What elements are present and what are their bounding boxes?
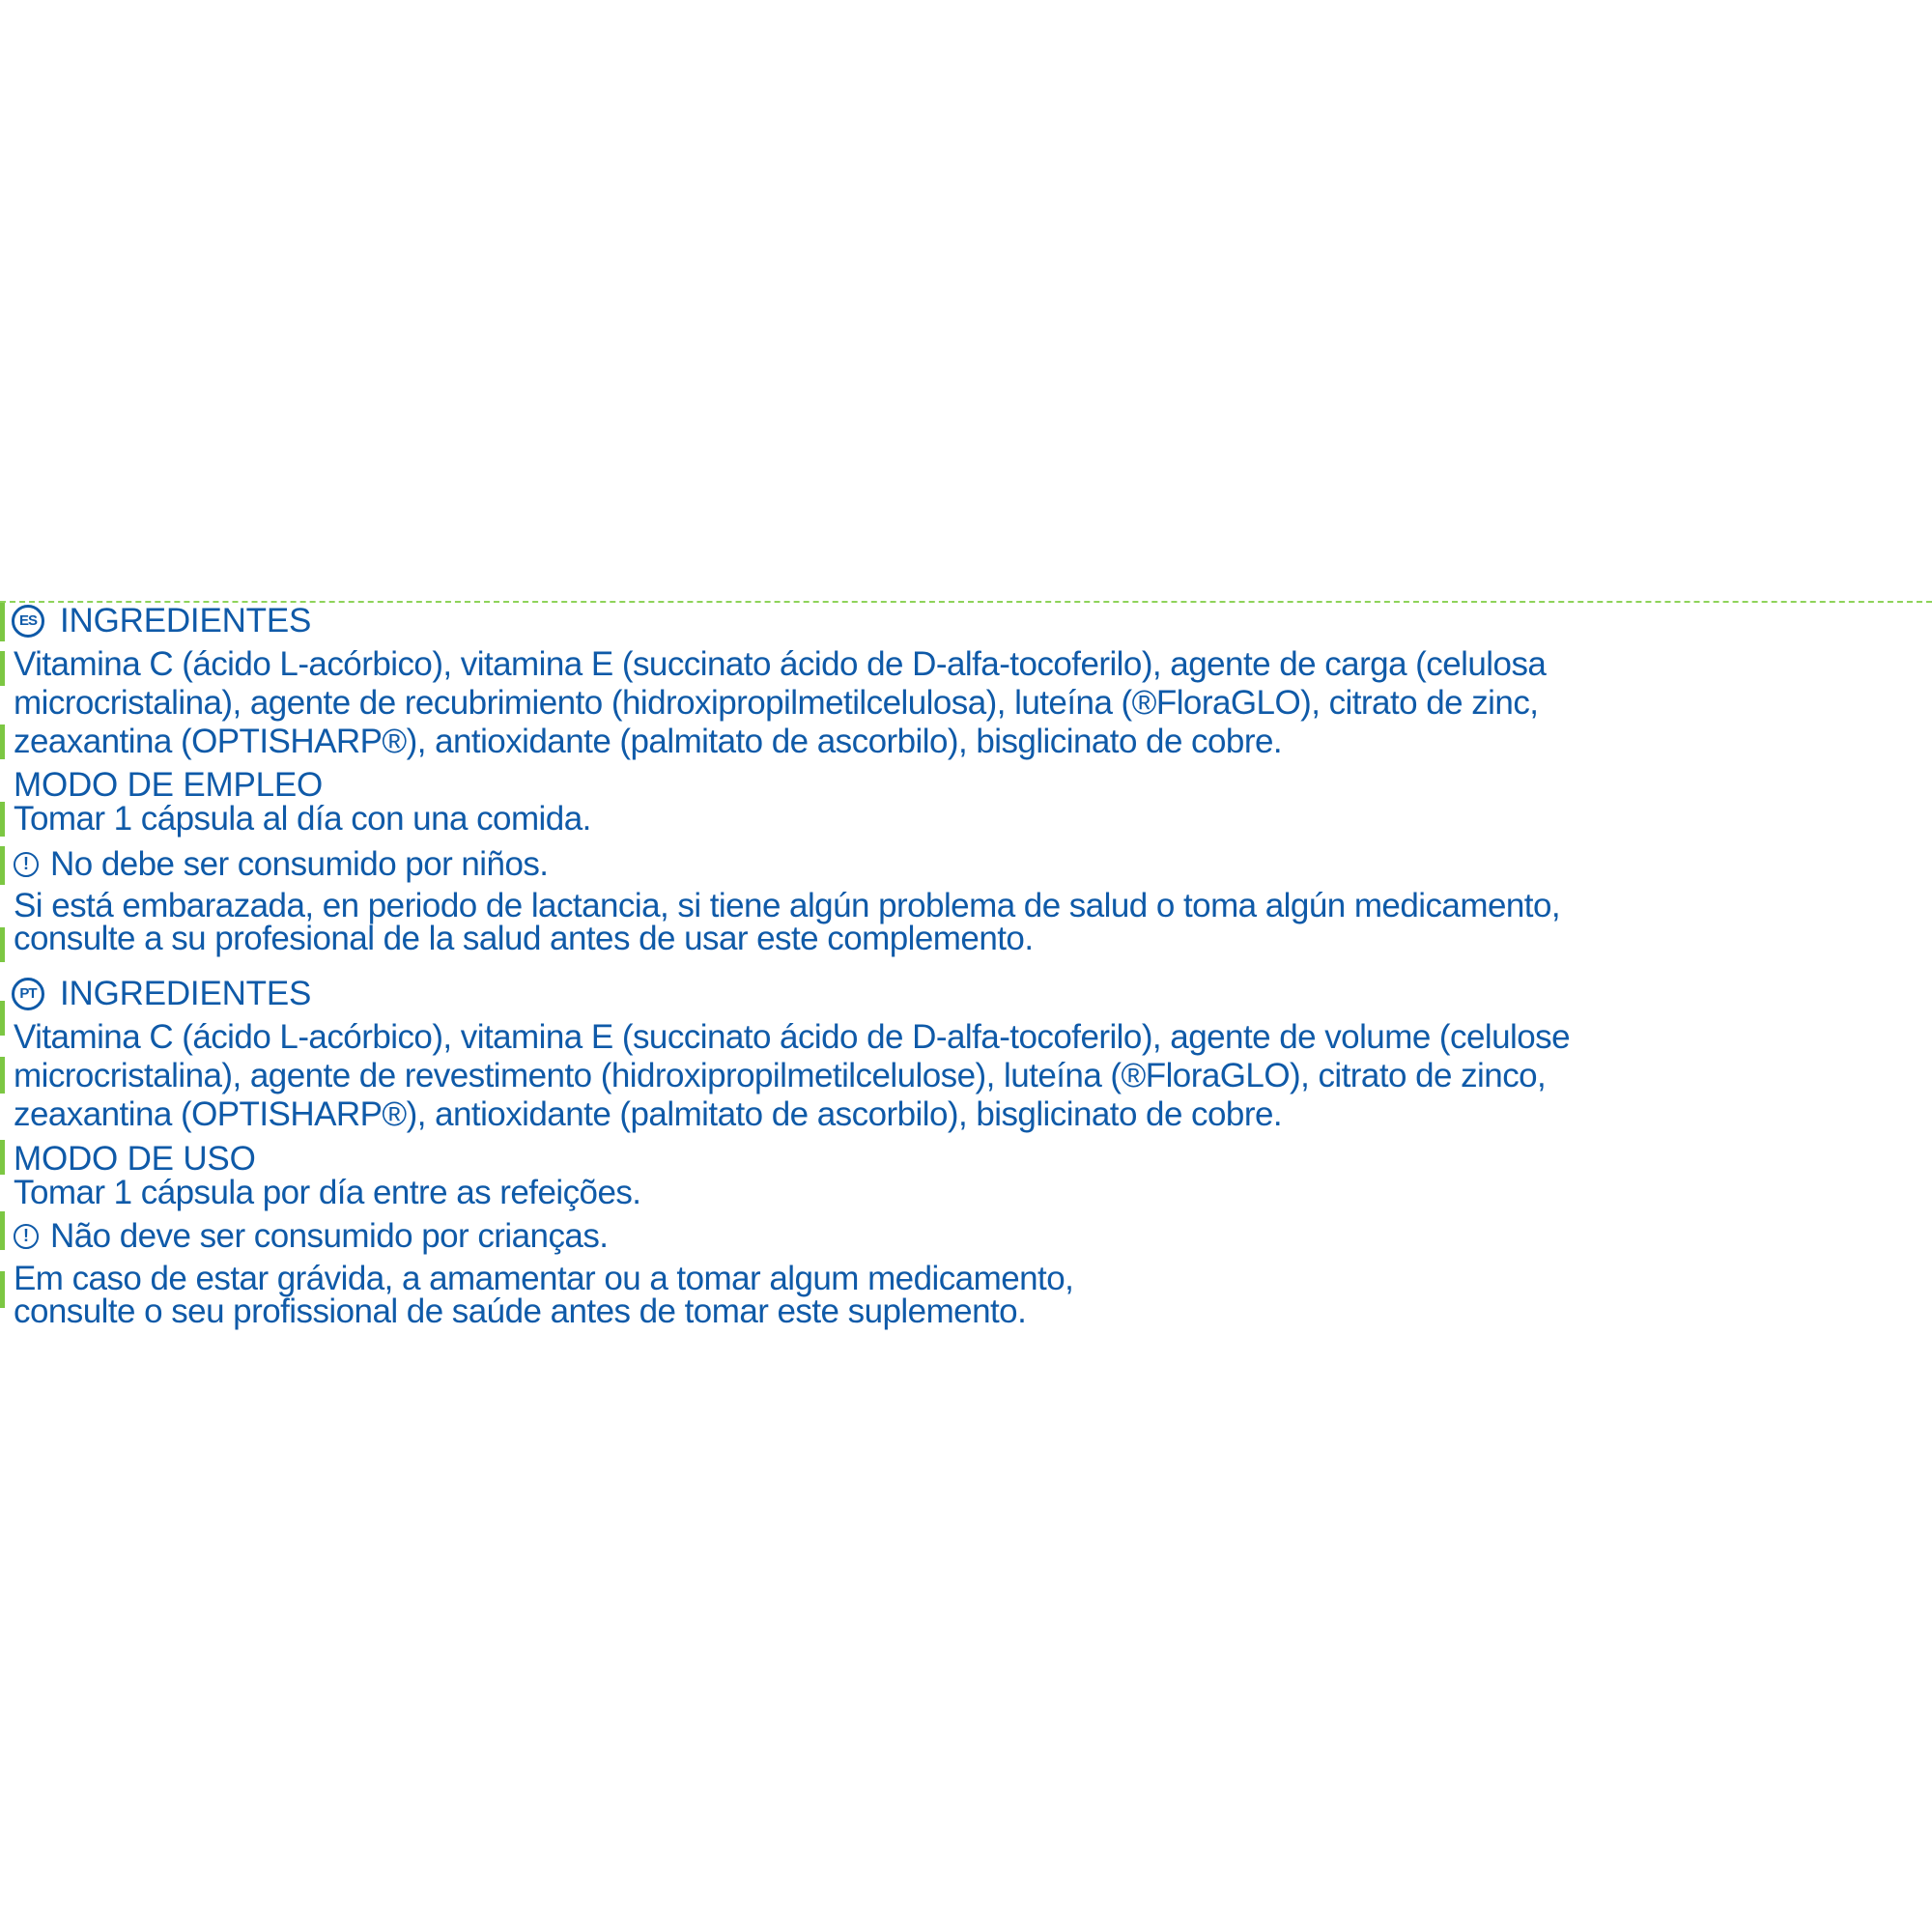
es-advice-line: consulte a su profesional de la salud antes de usar este complemento.	[14, 920, 1034, 957]
es-ingredients-line: Vitamina C (ácido L-acórbico), vitamina E (succinato ácido de D-alfa-tocoferilo), agente de carga (celulosa	[14, 645, 1547, 683]
pt-ingredients-line: Vitamina C (ácido L-acórbico), vitamina E (succinato ácido de D-alfa-tocoferilo), agente de volume (celulose	[14, 1018, 1571, 1056]
es-language-icon: ES	[12, 605, 44, 638]
es-ingredients-title: INGREDIENTES	[60, 602, 312, 639]
accent-bar	[0, 846, 5, 885]
accent-bar	[0, 1211, 5, 1250]
pt-usage-title: MODO DE USO	[14, 1140, 256, 1178]
pt-ingredients-line: microcristalina), agente de revestimento (hidroxipropilmetilcelulose), luteína (®FloraGLO), citrato de zinco,	[14, 1057, 1547, 1094]
es-advice-line: Si está embarazada, en periodo de lactancia, si tiene algún problema de salud o toma algún medicamento,	[14, 887, 1561, 924]
accent-bar	[0, 724, 5, 759]
accent-bar	[0, 927, 5, 962]
pt-usage-text: Tomar 1 cápsula por día entre as refeições.	[14, 1174, 641, 1211]
es-usage-text: Tomar 1 cápsula al día con una comida.	[14, 800, 591, 838]
accent-bar	[0, 802, 5, 837]
accent-bar	[0, 1057, 5, 1094]
es-usage-title: MODO DE EMPLEO	[14, 766, 324, 804]
accent-bar	[0, 1001, 5, 1036]
pt-ingredients-title: INGREDIENTES	[60, 975, 312, 1012]
es-warning-text: No debe ser consumido por niños.	[50, 845, 549, 883]
accent-bar	[0, 651, 5, 686]
warning-icon: !	[14, 852, 39, 877]
es-ingredients-line: microcristalina), agente de recubrimiento (hidroxipropilmetilcelulosa), luteína (®FloraGLO), citrato de zinc,	[14, 684, 1539, 722]
warning-icon: !	[14, 1224, 39, 1249]
accent-bar	[0, 1271, 5, 1308]
accent-bar	[0, 603, 5, 641]
pt-ingredients-line: zeaxantina (OPTISHARP®), antioxidante (palmitato de ascorbilo), bisglicinato de cobre.	[14, 1095, 1283, 1133]
accent-bar	[0, 1140, 5, 1175]
es-ingredients-line: zeaxantina (OPTISHARP®), antioxidante (palmitato de ascorbilo), bisglicinato de cobre.	[14, 723, 1283, 760]
pt-warning-text: Não deve ser consumido por crianças.	[50, 1217, 609, 1255]
pt-advice-line: Em caso de estar grávida, a amamentar ou a tomar algum medicamento,	[14, 1260, 1074, 1297]
pt-language-icon: PT	[12, 978, 44, 1010]
pt-advice-line: consulte o seu profissional de saúde antes de tomar este suplemento.	[14, 1293, 1027, 1330]
